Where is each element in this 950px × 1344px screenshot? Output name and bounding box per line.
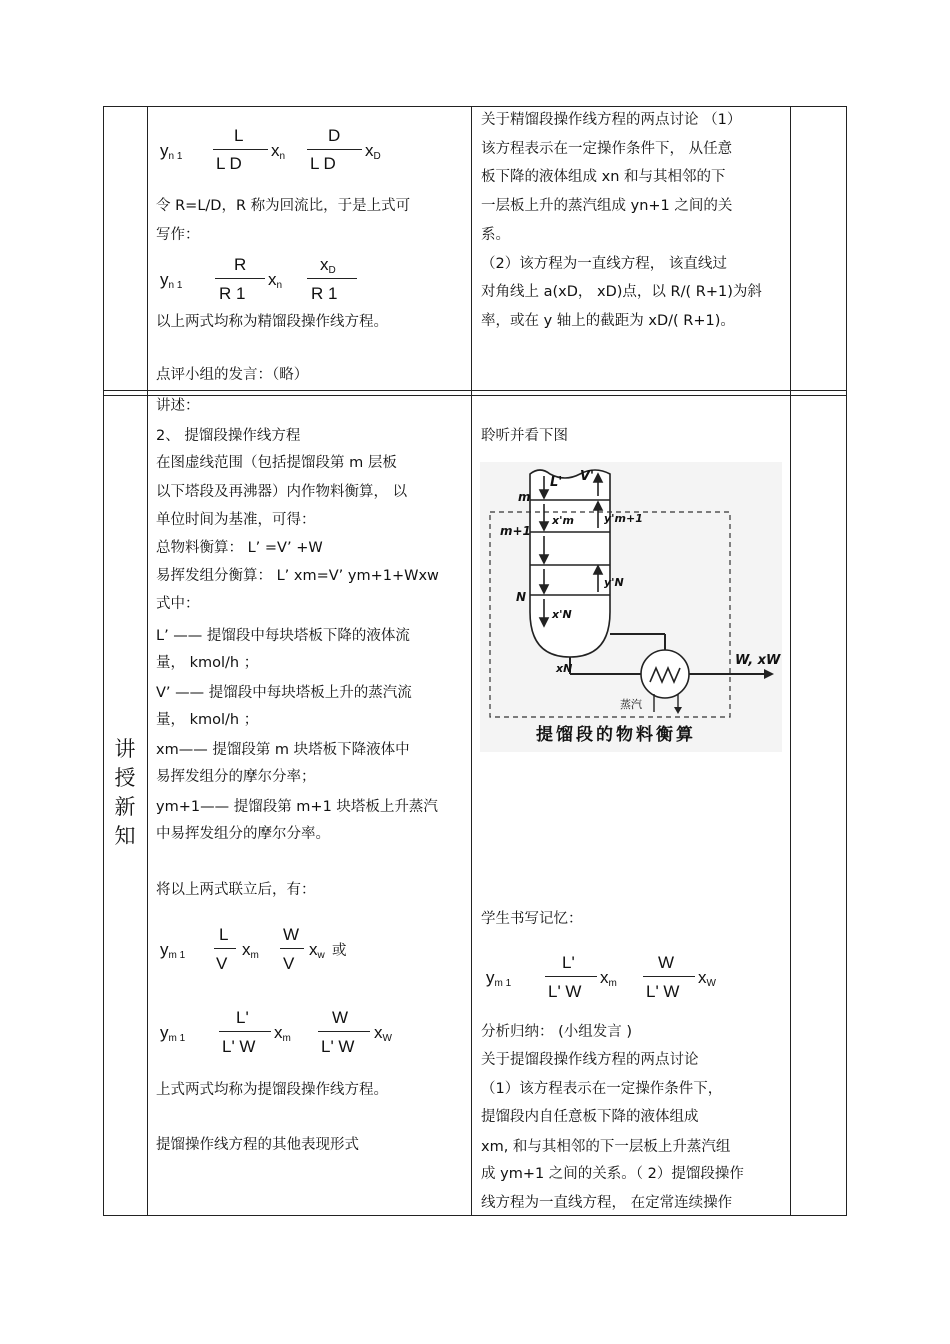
- table-border-bottom: [103, 1215, 847, 1216]
- total-balance: 总物料衡算： L’ =V’ +W: [156, 540, 323, 556]
- where-label: 式中：: [156, 596, 200, 612]
- table-col-2: [147, 106, 148, 1216]
- table-col-1: [103, 106, 104, 1216]
- stripping-conclusion: 上式两式均称为提馏段操作线方程。: [156, 1082, 388, 1098]
- table-col-5: [846, 106, 847, 1216]
- group-comment: 点评小组的发言：（略）: [156, 367, 309, 383]
- reflux-ratio-line1: 令 R=L/D，R 称为回流比，于是上式可: [156, 198, 411, 214]
- reflux-ratio-line2: 写作：: [156, 227, 200, 243]
- intro-label: 讲述：: [156, 398, 200, 414]
- paragraph-line: 在图虚线范围（包括提馏段第 m 层板: [156, 455, 397, 471]
- analysis-label: 分析归纳： (小组发言 ): [481, 1024, 633, 1040]
- table-divider-row: [103, 390, 847, 391]
- combine-label: 将以上两式联立后，有：: [156, 882, 316, 898]
- paragraph-line: 单位时间为基准，可得：: [156, 512, 316, 528]
- other-forms: 提馏操作线方程的其他表现形式: [156, 1137, 359, 1153]
- component-balance: 易挥发组分衡算： L’ xm=V’ ym+1+Wxw: [156, 568, 439, 584]
- table-col-3: [471, 106, 472, 1216]
- table-divider-row-2: [103, 395, 847, 396]
- listen-label: 聆听并看下图: [481, 428, 568, 444]
- stripping-column-figure: L' V' m m+1 N x'm y'm+1 y'N x'N xN W, xW 蒸汽 提馏段的物料衡算: [480, 462, 782, 752]
- rectifying-conclusion: 以上两式均称为精馏段操作线方程。: [156, 314, 388, 330]
- write-label: 学生书写记忆：: [481, 911, 583, 927]
- paragraph-line: 以下塔段及再沸器）内作物料衡算， 以: [156, 484, 408, 500]
- table-border-top: [103, 106, 847, 107]
- table-col-4: [790, 106, 791, 1216]
- section-heading: 2、 提馏段操作线方程: [156, 428, 301, 444]
